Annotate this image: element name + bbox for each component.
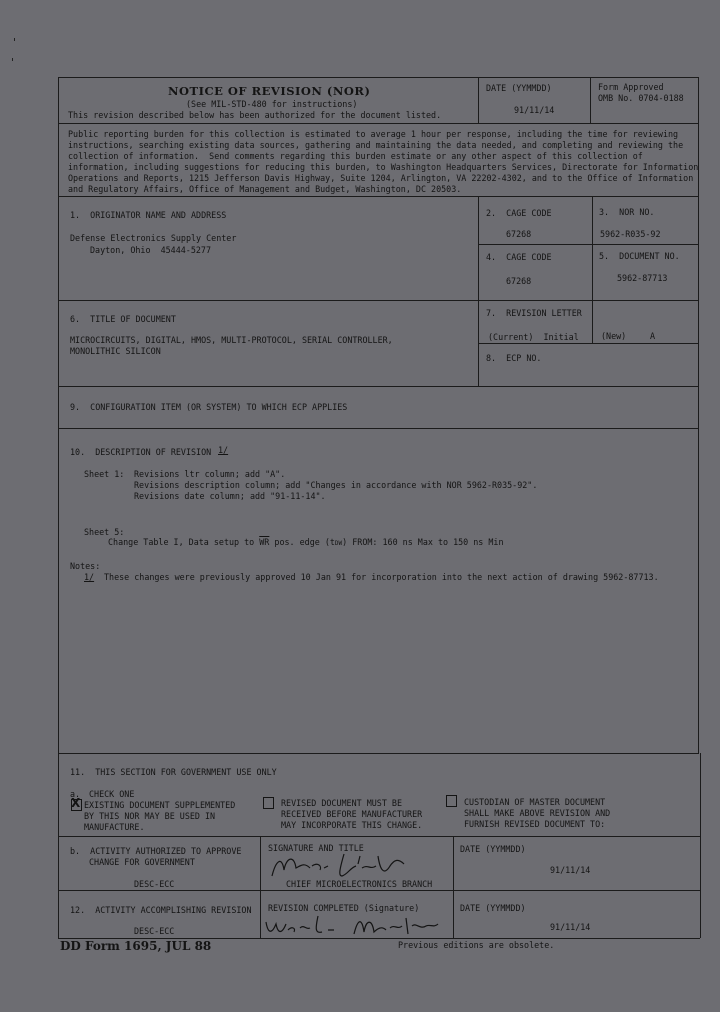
check-one-letter: a. (70, 789, 81, 799)
option-existing-document: BY THIS NOR MAY BE USED IN (84, 811, 216, 821)
activity-authorized-value: DESC-ECC (134, 879, 175, 889)
revision-current: (Current) Initial (488, 332, 579, 342)
date-value: 91/11/14 (514, 105, 555, 115)
checkbox-revised-document[interactable] (263, 797, 274, 809)
note-number: 1/ (84, 572, 95, 582)
date-label: DATE (YYMMDD) (486, 83, 552, 93)
option-revised-document: REVISED DOCUMENT MUST BE (281, 798, 403, 808)
scan-speck (14, 38, 15, 41)
sheet5-wr-signal: $\overline{WR}$ (259, 537, 270, 547)
obsolete-notice: Previous editions are obsolete. (398, 940, 555, 950)
cage-code-value: 67268 (506, 229, 532, 239)
cage-code-label: 2. CAGE CODE (486, 208, 552, 218)
approver-title: CHIEF MICROELECTRONICS BRANCH (286, 879, 433, 889)
burden-line: and Regulatory Affairs, Office of Management and Budget, Washington, DC 20503. (68, 184, 462, 194)
sheet5-text: pos. edge (t (269, 537, 335, 547)
burden-line: instructions, searching existing data sources, gathering and maintaining the data needed, and completing and reviewing the (68, 140, 684, 150)
option-revised-document: RECEIVED BEFORE MANUFACTURER (281, 809, 423, 819)
title-of-document-label: 6. TITLE OF DOCUMENT (70, 314, 176, 324)
form-title: NOTICE OF REVISION (NOR) (168, 84, 371, 98)
burden-line: collection of information. Send comments regarding this burden estimate or any other aspect of this collection of (68, 151, 643, 161)
revision-new-label: (New) (601, 331, 627, 341)
notes-label: Notes: (70, 561, 101, 571)
activity-accomplishing-value: DESC-ECC (134, 926, 175, 936)
cage-code-label-2: 4. CAGE CODE (486, 252, 552, 262)
option-custodian: CUSTODIAN OF MASTER DOCUMENT (464, 797, 606, 807)
cage-code-value-2: 67268 (506, 276, 532, 286)
check-one-label: CHECK ONE (89, 789, 135, 799)
revision-note: This revision described below has been authorized for the document listed. (68, 110, 442, 120)
option-custodian: SHALL MAKE ABOVE REVISION AND (464, 808, 611, 818)
option-existing-document: EXISTING DOCUMENT SUPPLEMENTED (84, 800, 236, 810)
checkbox-custodian[interactable] (446, 795, 457, 807)
option-existing-document: MANUFACTURE. (84, 822, 145, 832)
revision-completed-signature (262, 912, 452, 940)
configuration-label: 9. CONFIGURATION ITEM (OR SYSTEM) TO WHICH ECP APPLIES (70, 402, 348, 412)
activity-accomplishing-label: 12. ACTIVITY ACCOMPLISHING REVISION (70, 905, 252, 915)
sheet5-text: ) FROM: 160 ns Max to 150 ns Min (342, 537, 504, 547)
scan-speck (12, 58, 13, 61)
burden-line: information, including suggestions for reducing this burden, to Washington Headquarters Services, Directorate for Information (68, 162, 699, 172)
activity-authorized-label: CHANGE FOR GOVERNMENT (89, 857, 195, 867)
approval-date-value: 91/11/14 (550, 865, 591, 875)
originator-address: Dayton, Ohio 45444-5277 (90, 245, 212, 255)
document-title-line: MONOLITHIC SILICON (70, 346, 161, 356)
description-note-ref: 1/ (218, 445, 229, 455)
option-revised-document: MAY INCORPORATE THIS CHANGE. (281, 820, 423, 830)
government-section-label: 11. THIS SECTION FOR GOVERNMENT USE ONLY (70, 767, 277, 777)
nor-no-label: 3. NOR NO. (599, 207, 655, 217)
omb-number: OMB No. 0704-0188 (598, 93, 684, 103)
sheet5-label: Sheet 5: (84, 527, 125, 537)
option-custodian: FURNISH REVISED DOCUMENT TO: (464, 819, 606, 829)
approval-date-label: DATE (YYMMDD) (460, 844, 526, 854)
ecp-no-label: 8. ECP NO. (486, 353, 542, 363)
sheet5-text: Change Table I, Data setup to (108, 537, 260, 547)
nor-no-value: 5962-R035-92 (600, 229, 661, 239)
document-no-value: 5962-87713 (617, 273, 668, 283)
signature-title-label: SIGNATURE AND TITLE (268, 843, 364, 853)
burden-line: Public reporting burden for this collection is estimated to average 1 hour per response, including the time for reviewing (68, 129, 679, 139)
form-number: DD Form 1695, JUL 88 (60, 939, 212, 953)
sheet1-change: Revisions description column; add "Changes in accordance with NOR 5962-R035-92". (134, 480, 538, 490)
burden-statement (68, 129, 698, 195)
revision-letter-label: 7. REVISION LETTER (486, 308, 582, 318)
checkbox-check-mark: X (71, 796, 81, 810)
revision-new-value: A (650, 331, 656, 341)
activity-authorized-label: b. ACTIVITY AUTHORIZED TO APPROVE (70, 846, 242, 856)
note-text: These changes were previously approved 10 Jan 91 for incorporation into the next action of drawing 5962-87713. (104, 572, 659, 582)
sheet5-subscript: DW (334, 540, 343, 547)
sheet1-label: Sheet 1: (84, 469, 125, 479)
sheet1-change: Revisions ltr column; add "A". (134, 469, 286, 479)
description-label: 10. DESCRIPTION OF REVISION (70, 447, 212, 457)
burden-line: Operations and Reports, 1215 Jefferson Davis Highway, Suite 1204, Arlington, VA 22202-4302, and to the Office of Information (68, 173, 694, 183)
form-approved: Form Approved (598, 82, 664, 92)
completion-date-value: 91/11/14 (550, 922, 591, 932)
originator-label: 1. ORIGINATOR NAME AND ADDRESS (70, 210, 227, 220)
completion-date-label: DATE (YYMMDD) (460, 903, 526, 913)
revision-completed-label: REVISION COMPLETED (Signature) (268, 903, 420, 913)
form-subtitle: (See MIL-STD-480 for instructions) (186, 99, 358, 109)
sheet5-change (108, 537, 504, 549)
document-no-label: 5. DOCUMENT NO. (599, 251, 680, 261)
sheet1-change: Revisions date column; add "91-11-14". (134, 491, 326, 501)
checkbox-existing-document[interactable] (71, 796, 82, 811)
document-title-line: MICROCIRCUITS, DIGITAL, HMOS, MULTI-PROTOCOL, SERIAL CONTROLLER, (70, 335, 393, 345)
originator-name: Defense Electronics Supply Center (70, 233, 237, 243)
